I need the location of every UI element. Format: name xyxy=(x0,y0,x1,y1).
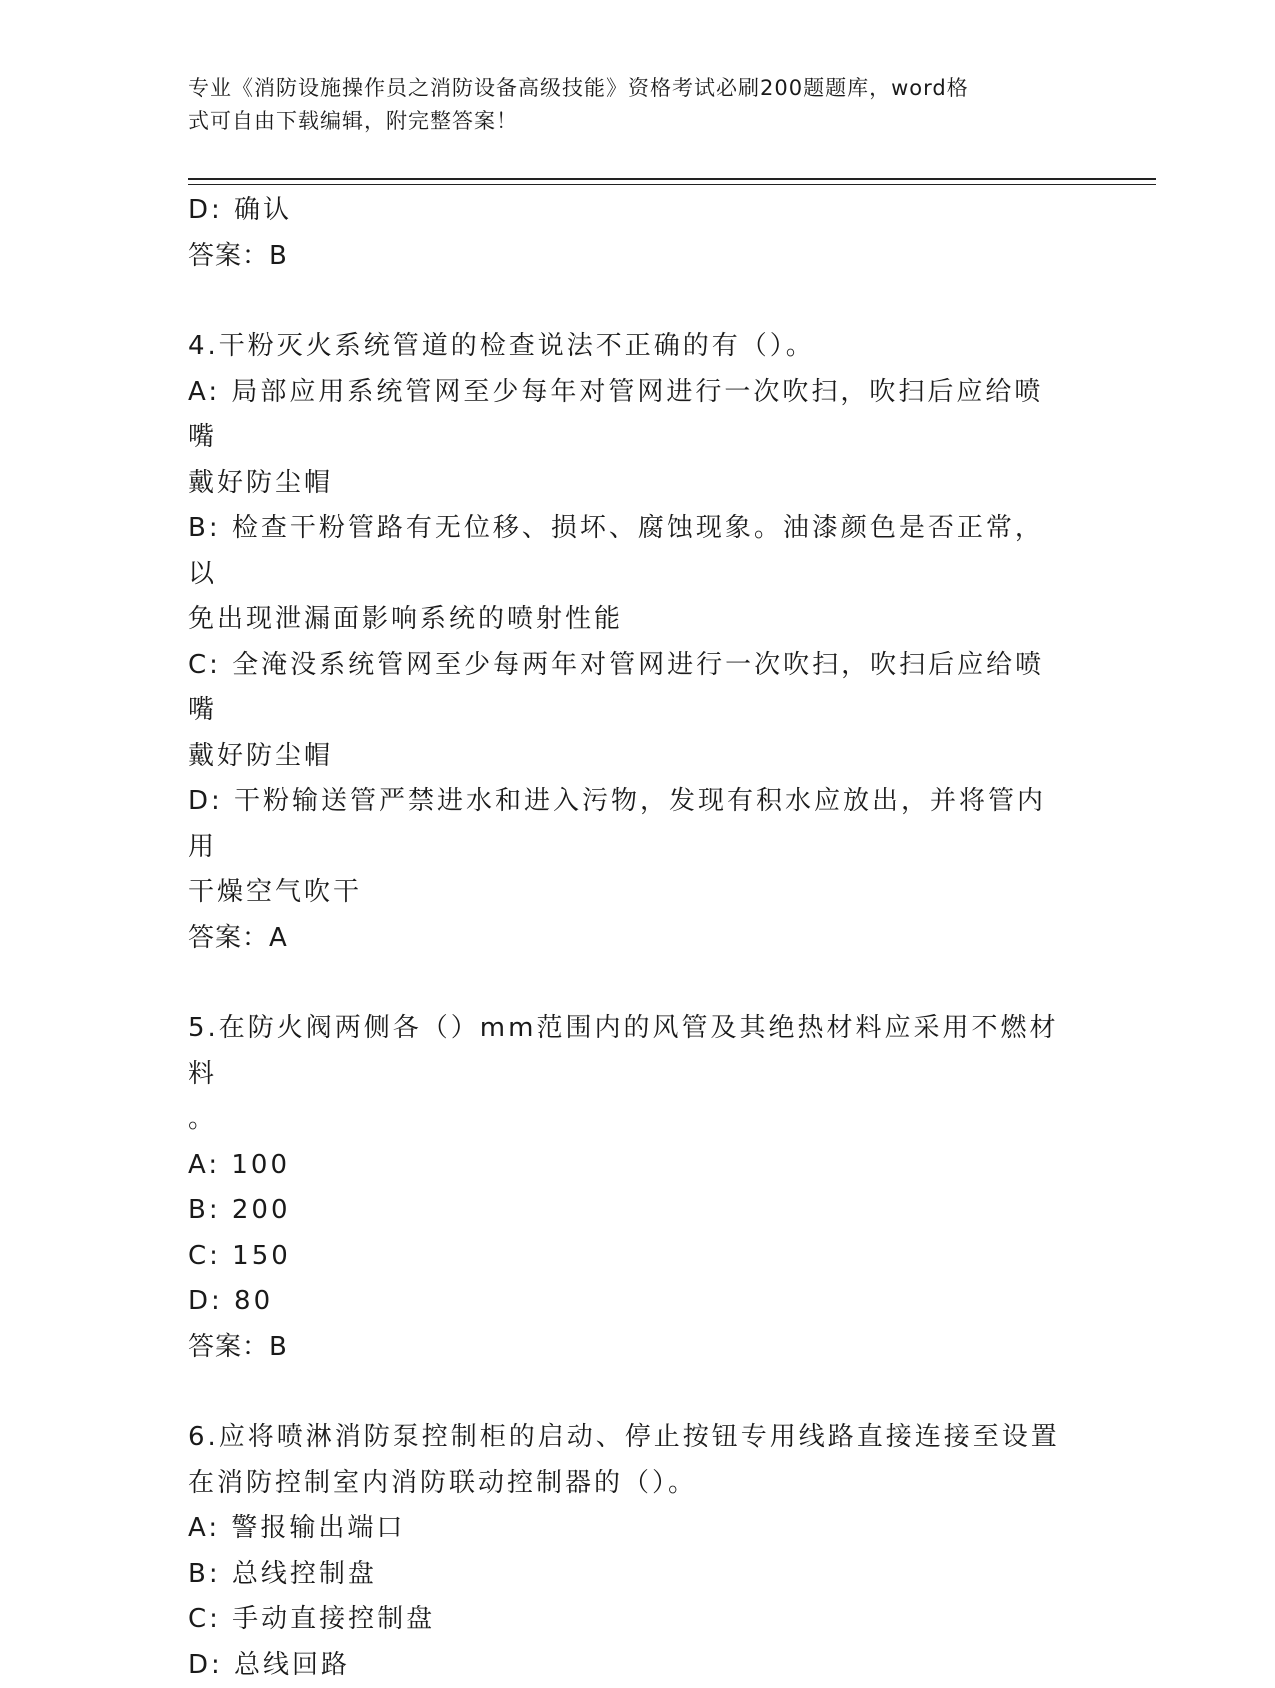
question-stem-continued: 在消防控制室内消防联动控制器的（）。 xyxy=(188,1461,1068,1507)
option-a: A: 警报输出端口 xyxy=(188,1506,1068,1552)
option-c: C: 全淹没系统管网至少每两年对管网进行一次吹扫，吹扫后应给喷嘴 xyxy=(188,643,1068,734)
answer: 答案：B xyxy=(188,1325,1068,1371)
option-c: C: 150 xyxy=(188,1234,1068,1280)
document-body xyxy=(188,188,1068,1688)
header-line-2: 式可自由下载编辑，附完整答案！ xyxy=(188,105,1068,138)
question-3-tail xyxy=(188,188,1068,279)
option-d-continued: 干燥空气吹干 xyxy=(188,870,1068,916)
option-d: D: 确认 xyxy=(188,188,1068,234)
question-stem: 5.在防火阀两侧各（）mm范围内的风管及其绝热材料应采用不燃材料 xyxy=(188,1006,1068,1097)
option-c: C: 手动直接控制盘 xyxy=(188,1597,1068,1643)
option-b: B: 200 xyxy=(188,1188,1068,1234)
option-b: B: 检查干粉管路有无位移、损坏、腐蚀现象。油漆颜色是否正常，以 xyxy=(188,506,1068,597)
question-stem-continued: 。 xyxy=(188,1097,1068,1143)
option-c-continued: 戴好防尘帽 xyxy=(188,734,1068,780)
spacer xyxy=(188,279,1068,324)
header-rule-thick xyxy=(188,178,1156,180)
option-b-continued: 免出现泄漏面影响系统的喷射性能 xyxy=(188,597,1068,643)
answer: 答案：A xyxy=(188,916,1068,962)
question-5 xyxy=(188,1006,1068,1370)
option-b: B: 总线控制盘 xyxy=(188,1552,1068,1598)
option-d: D: 干粉输送管严禁进水和进入污物，发现有积水应放出，并将管内用 xyxy=(188,779,1068,870)
option-a-continued: 戴好防尘帽 xyxy=(188,461,1068,507)
question-4 xyxy=(188,324,1068,961)
page-header xyxy=(188,72,1068,138)
spacer xyxy=(188,961,1068,1006)
question-stem: 4.干粉灭火系统管道的检查说法不正确的有（）。 xyxy=(188,324,1068,370)
question-6 xyxy=(188,1415,1068,1688)
answer: 答案：B xyxy=(188,234,1068,280)
spacer xyxy=(188,1370,1068,1415)
question-stem: 6.应将喷淋消防泵控制柜的启动、停止按钮专用线路直接连接至设置 xyxy=(188,1415,1068,1461)
option-a: A: 100 xyxy=(188,1143,1068,1189)
option-d: D: 80 xyxy=(188,1279,1068,1325)
option-a: A: 局部应用系统管网至少每年对管网进行一次吹扫，吹扫后应给喷嘴 xyxy=(188,370,1068,461)
header-rule-thin xyxy=(188,184,1156,185)
header-line-1: 专业《消防设施操作员之消防设备高级技能》资格考试必刷200题题库，word格 xyxy=(188,72,1068,105)
option-d: D: 总线回路 xyxy=(188,1643,1068,1688)
